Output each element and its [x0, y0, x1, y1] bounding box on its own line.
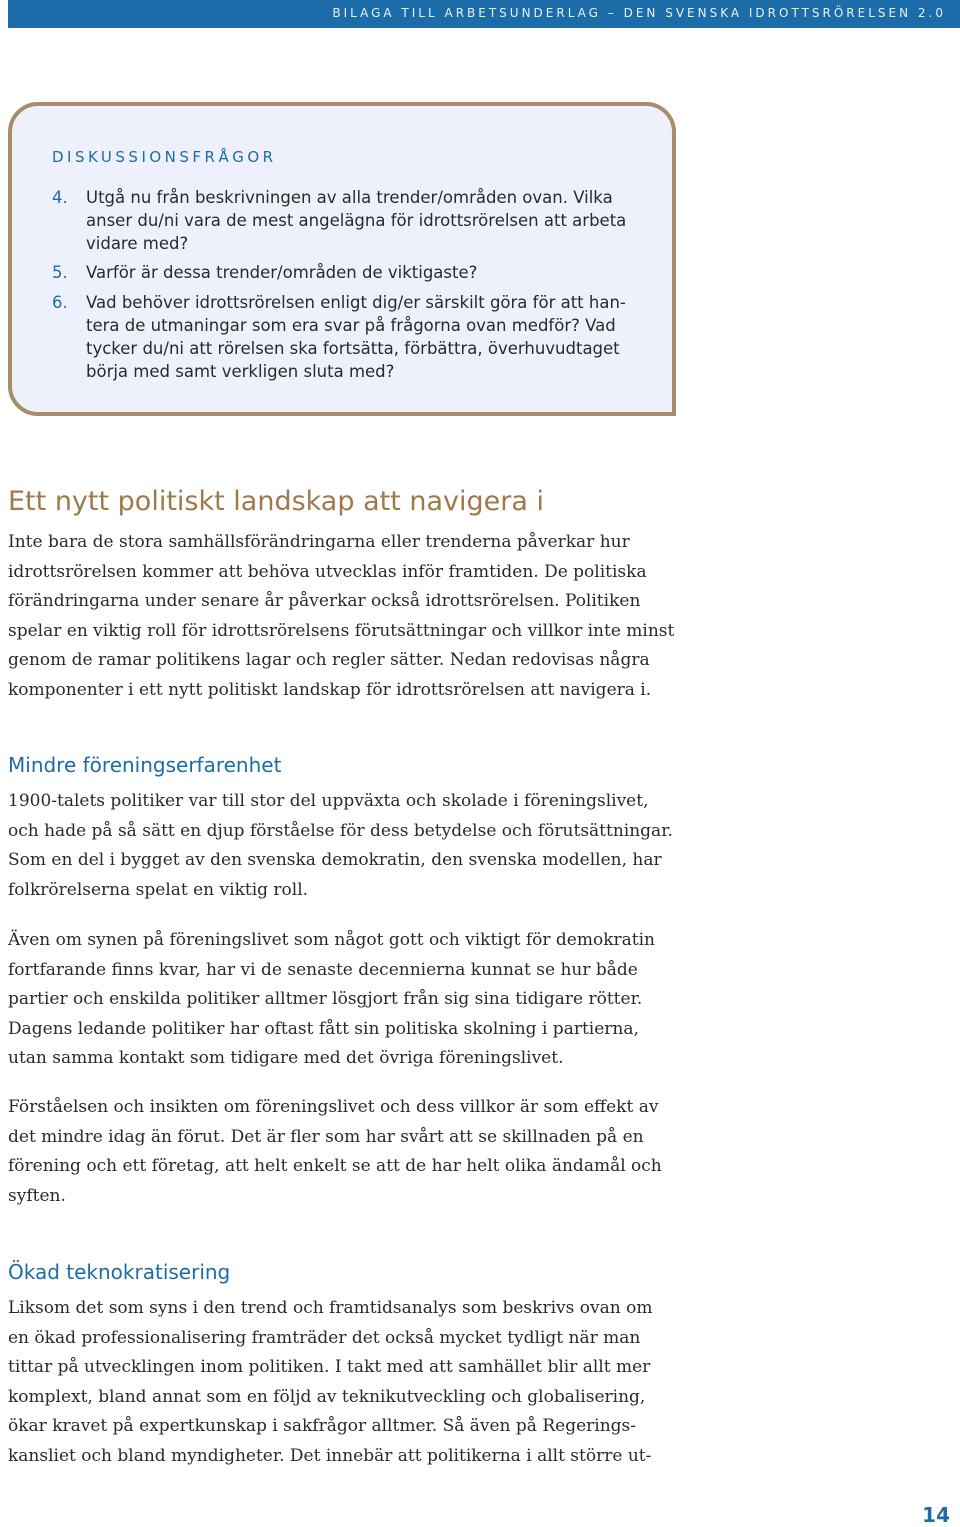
page-number: 14 [922, 1503, 950, 1527]
text-line: ökar kravet på expertkunskap i sakfrågor alltmer. Så även på Regerings- [8, 1416, 636, 1436]
question-number: 6. [52, 293, 68, 312]
section-heading: Ökad teknokratisering [8, 1260, 231, 1284]
text-line: tittar på utvecklingen inom politiken. I takt med att samhället blir allt mer [8, 1357, 651, 1377]
text-line: Dagens ledande politiker har oftast fått sin politiska skolning i partierna, [8, 1018, 639, 1039]
paragraph [8, 1294, 678, 1471]
text-line: utan samma kontakt som tidigare med det övriga föreningslivet. [8, 1048, 564, 1068]
intro-paragraph [8, 528, 678, 705]
text-line: och hade på så sätt en djup förståelse för dess betydelse och förutsättningar. [8, 820, 673, 841]
section-heading: Mindre föreningserfarenhet [8, 753, 282, 777]
question-line: börja med samt verkligen sluta med? [86, 362, 395, 381]
text-line: Inte bara de stora samhällsförändringarna eller trenderna påverkar hur [8, 532, 630, 552]
question-number: 5. [52, 263, 68, 282]
text-line: Även om synen på föreningslivet som något gott och viktigt för demokratin [8, 930, 655, 950]
text-line: komponenter i ett nytt politiskt landskap för idrottsrörelsen att navigera i. [8, 679, 652, 700]
question-line: vidare med? [86, 234, 189, 253]
text-line: spelar en viktig roll för idrottsrörelsens förutsättningar och villkor inte minst [8, 620, 675, 641]
text-line: det mindre idag än förut. Det är fler som har svårt att se skillnaden på en [8, 1126, 644, 1147]
question-line: tycker du/ni att rörelsen ska fortsätta, förbättra, överhuvudtaget [86, 339, 620, 358]
text-line: fortfarande finns kvar, har vi de senaste decennierna kunnat se hur både [8, 959, 638, 980]
text-line: Liksom det som syns i den trend och framtidsanalys som beskrivs ovan om [8, 1298, 653, 1318]
text-line: syften. [8, 1185, 66, 1206]
text-line: idrottsrörelsen kommer att behöva utvecklas inför framtiden. De politiska [8, 561, 647, 582]
question-line: anser du/ni vara de mest angelägna för idrottsrörelsen att arbeta [86, 211, 627, 230]
paragraph [8, 926, 678, 1074]
text-line: förening och ett företag, att helt enkelt se att de har helt olika ändamål och [8, 1156, 662, 1176]
text-line: förändringarna under senare år påverkar också idrottsrörelsen. Politiken [8, 591, 641, 611]
text-line: komplext, bland annat som en följd av teknikutveckling och globalisering, [8, 1386, 646, 1407]
text-line: genom de ramar politikens lagar och regler sätter. Nedan redovisas några [8, 650, 650, 670]
text-line: Förståelsen och insikten om föreningslivet och dess villkor är som effekt av [8, 1097, 659, 1117]
text-line: partier och enskilda politiker alltmer lösgjort från sig sina tidigare rötter. [8, 989, 643, 1009]
text-line: 1900-talets politiker var till stor del uppväxta och skolade i föreningslivet, [8, 791, 649, 811]
question-line: Varför är dessa trender/områden de viktigaste? [86, 263, 478, 282]
question-line: tera de utmaningar som era svar på frågorna ovan medför? Vad [86, 316, 616, 335]
main-heading: Ett nytt politiskt landskap att navigera i [8, 486, 544, 517]
question-line: Vad behöver idrottsrörelsen enligt dig/er särskilt göra för att han- [86, 293, 626, 312]
paragraph [8, 1093, 678, 1211]
text-line: Som en del i bygget av den svenska demokratin, den svenska modellen, har [8, 850, 662, 870]
text-line: folkrörelserna spelat en viktig roll. [8, 879, 309, 900]
discussion-box [8, 102, 676, 416]
text-line: en ökad professionalisering framträder det också mycket tydligt när man [8, 1327, 641, 1348]
text-line: kansliet och bland myndigheter. Det innebär att politikerna i allt större ut- [8, 1445, 652, 1466]
question-number: 4. [52, 188, 68, 207]
header-bar [8, 0, 960, 28]
paragraph [8, 787, 678, 905]
running-title: BILAGA TILL ARBETSUNDERLAG – DEN SVENSKA IDROTTSRÖRELSEN 2.0 [332, 6, 946, 20]
discussion-title: DISKUSSIONSFRÅGOR [52, 148, 277, 166]
question-line: Utgå nu från beskrivningen av alla trender/områden ovan. Vilka [86, 188, 613, 207]
